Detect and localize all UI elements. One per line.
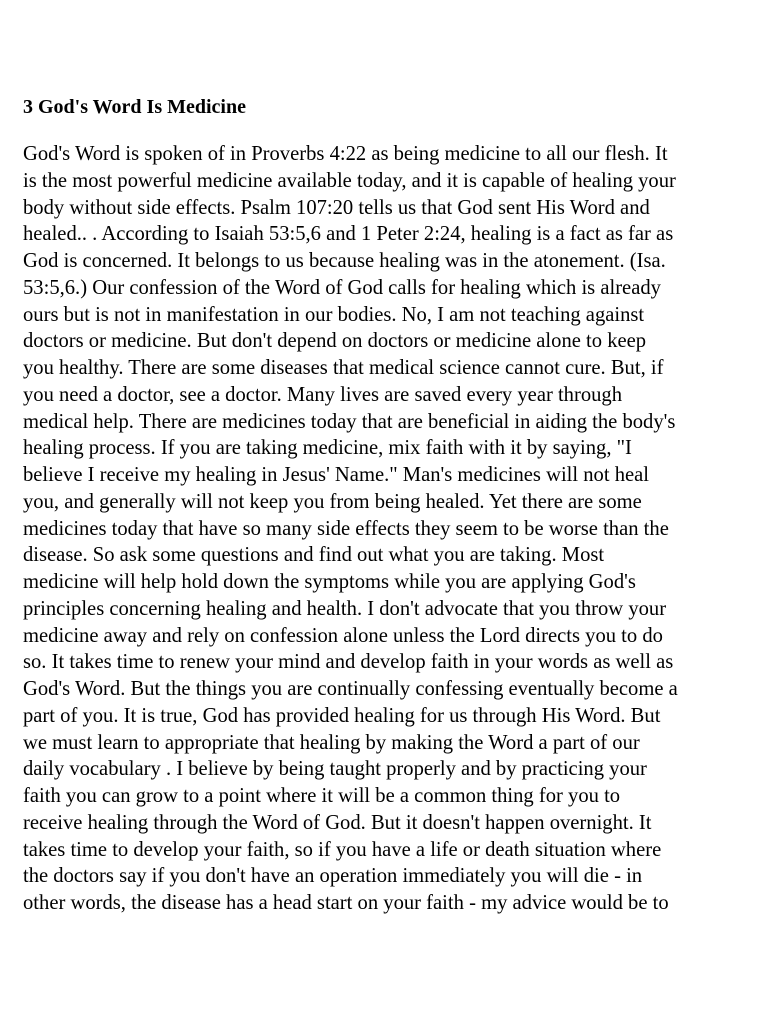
- text-line: 53:5,6.) Our confession of the Word of God calls for healing which is already: [23, 276, 661, 299]
- text-line: other words, the disease has a head start on your faith - my advice would be to: [23, 892, 669, 914]
- text-line: body without side effects. Psalm 107:20 tells us that God sent His Word and: [23, 196, 650, 219]
- text-line: believe I receive my healing in Jesus' Name." Man's medicines will not heal: [23, 464, 650, 486]
- text-line: receive healing through the Word of God. But it doesn't happen overnight. It: [23, 811, 652, 834]
- text-line: so. It takes time to renew your mind and develop faith in your words as well as: [23, 651, 674, 674]
- text-line: faith you can grow to a point where it will be a common thing for you to: [23, 785, 621, 807]
- text-line: God's Word. But the things you are continually confessing eventually become a: [23, 678, 678, 700]
- text-line: daily vocabulary . I believe by being taught properly and by practicing your: [23, 758, 647, 781]
- text-line: part of you. It is true, God has provided healing for us through His Word. But: [23, 704, 661, 727]
- body-paragraph: [23, 141, 749, 917]
- text-line: takes time to develop your faith, so if you have a life or death situation where: [23, 838, 662, 861]
- text-line: medicine away and rely on confession alone unless the Lord directs you to do: [23, 624, 663, 647]
- text-line: medical help. There are medicines today that are beneficial in aiding the body's: [23, 410, 676, 433]
- text-line: we must learn to appropriate that healing by making the Word a part of our: [23, 731, 640, 754]
- chapter-heading: 3 God's Word Is Medicine: [23, 96, 246, 118]
- text-line: God's Word is spoken of in Proverbs 4:22 as being medicine to all our flesh. It: [23, 143, 668, 165]
- text-line: healed.. . According to Isaiah 53:5,6 and 1 Peter 2:24, healing is a fact as far as: [23, 223, 674, 246]
- text-line: you healthy. There are some diseases that medical science cannot cure. But, if: [23, 357, 664, 379]
- text-line: the doctors say if you don't have an operation immediately you will die - in: [23, 865, 643, 888]
- document-page: [23, 92, 749, 917]
- text-line: doctors or medicine. But don't depend on doctors or medicine alone to keep: [23, 330, 647, 353]
- text-line: you need a doctor, see a doctor. Many lives are saved every year through: [23, 383, 623, 406]
- text-line: ours but is not in manifestation in our bodies. No, I am not teaching against: [23, 303, 645, 326]
- text-line: God is concerned. It belongs to us because healing was in the atonement. (Isa.: [23, 250, 666, 272]
- text-line: medicines today that have so many side effects they seem to be worse than the: [23, 517, 669, 540]
- text-line: you, and generally will not keep you from being healed. Yet there are some: [23, 490, 642, 513]
- text-line: is the most powerful medicine available today, and it is capable of healing your: [23, 169, 676, 192]
- text-line: healing process. If you are taking medicine, mix faith with it by saying, "I: [23, 437, 632, 460]
- text-line: disease. So ask some questions and find out what you are taking. Most: [23, 544, 605, 567]
- text-line: medicine will help hold down the symptoms while you are applying God's: [23, 571, 636, 593]
- text-line: principles concerning healing and health. I don't advocate that you throw your: [23, 597, 667, 620]
